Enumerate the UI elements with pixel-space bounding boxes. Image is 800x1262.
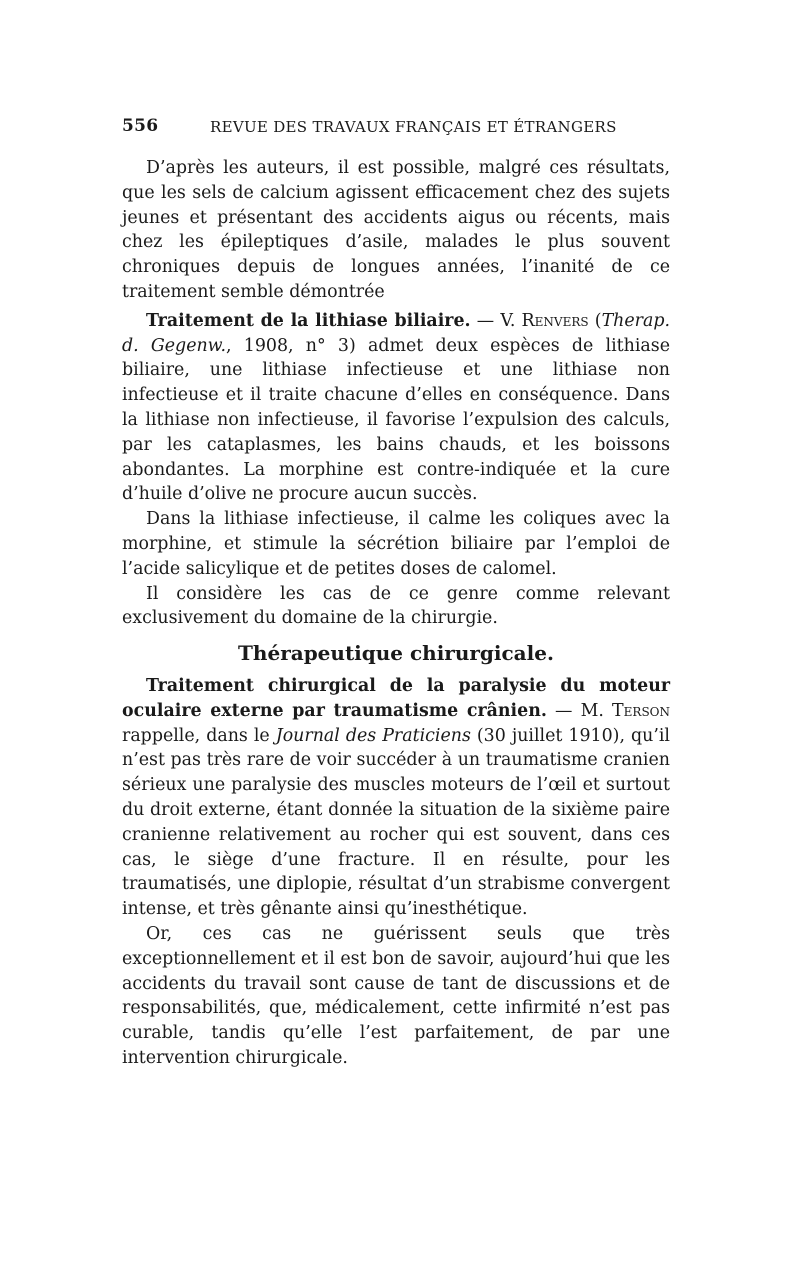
author-terson: Terson <box>612 700 670 721</box>
paragraph-1: D’après les auteurs, il est possible, malgré ces résultats, que les sels de calcium agissent efficacement chez des sujets jeunes et présentant des accidents aigus ou récents, mais chez les épileptiques d’asile, malades le plus souvent chroniques depuis de longues années, l’inanité de ce traitement semble démontrée <box>122 158 670 302</box>
page-number: 556 <box>122 116 159 136</box>
running-title: REVUE DES TRAVAUX FRANÇAIS ET ÉTRANGERS <box>210 118 617 136</box>
subsection-title-lithiase: Traitement de la lithiase biliaire. <box>146 310 471 331</box>
subsection-title-paralysie: Traitement chirurgical de la paralysie du moteur oculaire externe par traumatisme crânien. <box>122 675 670 721</box>
paragraph-paralysie: Traitement chirurgical de la paralysie du moteur oculaire externe par traumatisme crânien. — M. Terson rappelle, dans le Journal des Praticiens (30 juillet 1910), qu’il n’est pas très rare de voir succéder à un traumatisme cranien sérieux une paralysie des muscles moteurs de l’œil et surtout du droit externe, étant donnée la situation de la sixième paire cranienne relativement au rocher qui est souvent, dans ces cas, le siège d’une fracture. Il en résulte, pour les traumatisés, une diplopie, résultat d’un strabisme convergent intense, et très gênante ainsi qu’inesthétique. <box>122 675 670 920</box>
paragraph-3: Dans la lithiase infectieuse, il calme les coliques avec la morphine, et stimule la sécrétion biliaire par l’emploi de l’acide salicylique et de petites doses de calomel. <box>122 509 670 579</box>
author-renvers: Renvers <box>521 310 589 331</box>
journal-ref: Therap. d. Gegenw. <box>122 310 670 356</box>
paragraph-6: Or, ces cas ne guérissent seuls que très exceptionnellement et il est bon de savoir, aujourd’hui que les accidents du travail sont cause de tant de discussions et de responsabilités, que, médicalement, cette infirmité n’est pas curable, tandis qu’elle l’est parfaitement, de par une intervention chirurgicale. <box>122 923 670 1068</box>
paragraph-4: Il considère les cas de ce genre comme relevant exclusivement du domaine de la chirurgie. <box>122 583 670 629</box>
journal-ref-praticiens: Journal des Praticiens <box>275 725 471 746</box>
paragraph-lithiase: Traitement de la lithiase biliaire. — V. Renvers (Therap. d. Gegenw., 1908, n° 3) admet deux espèces de lithiase biliaire, une lithiase infectieuse et une lithiase non infectieuse et il traite chacune d’elles en conséquence. Dans la lithiase non infectieuse, il favorise l’expulsion des calculs, par les cataplasmes, les bains chauds, et les boissons abondantes. La morphine est contre-indiquée et la cure d’huile d’olive ne procure aucun succès. <box>122 310 670 505</box>
article-body <box>122 156 670 1071</box>
section-title: Thérapeutique chirurgicale. <box>238 641 554 666</box>
